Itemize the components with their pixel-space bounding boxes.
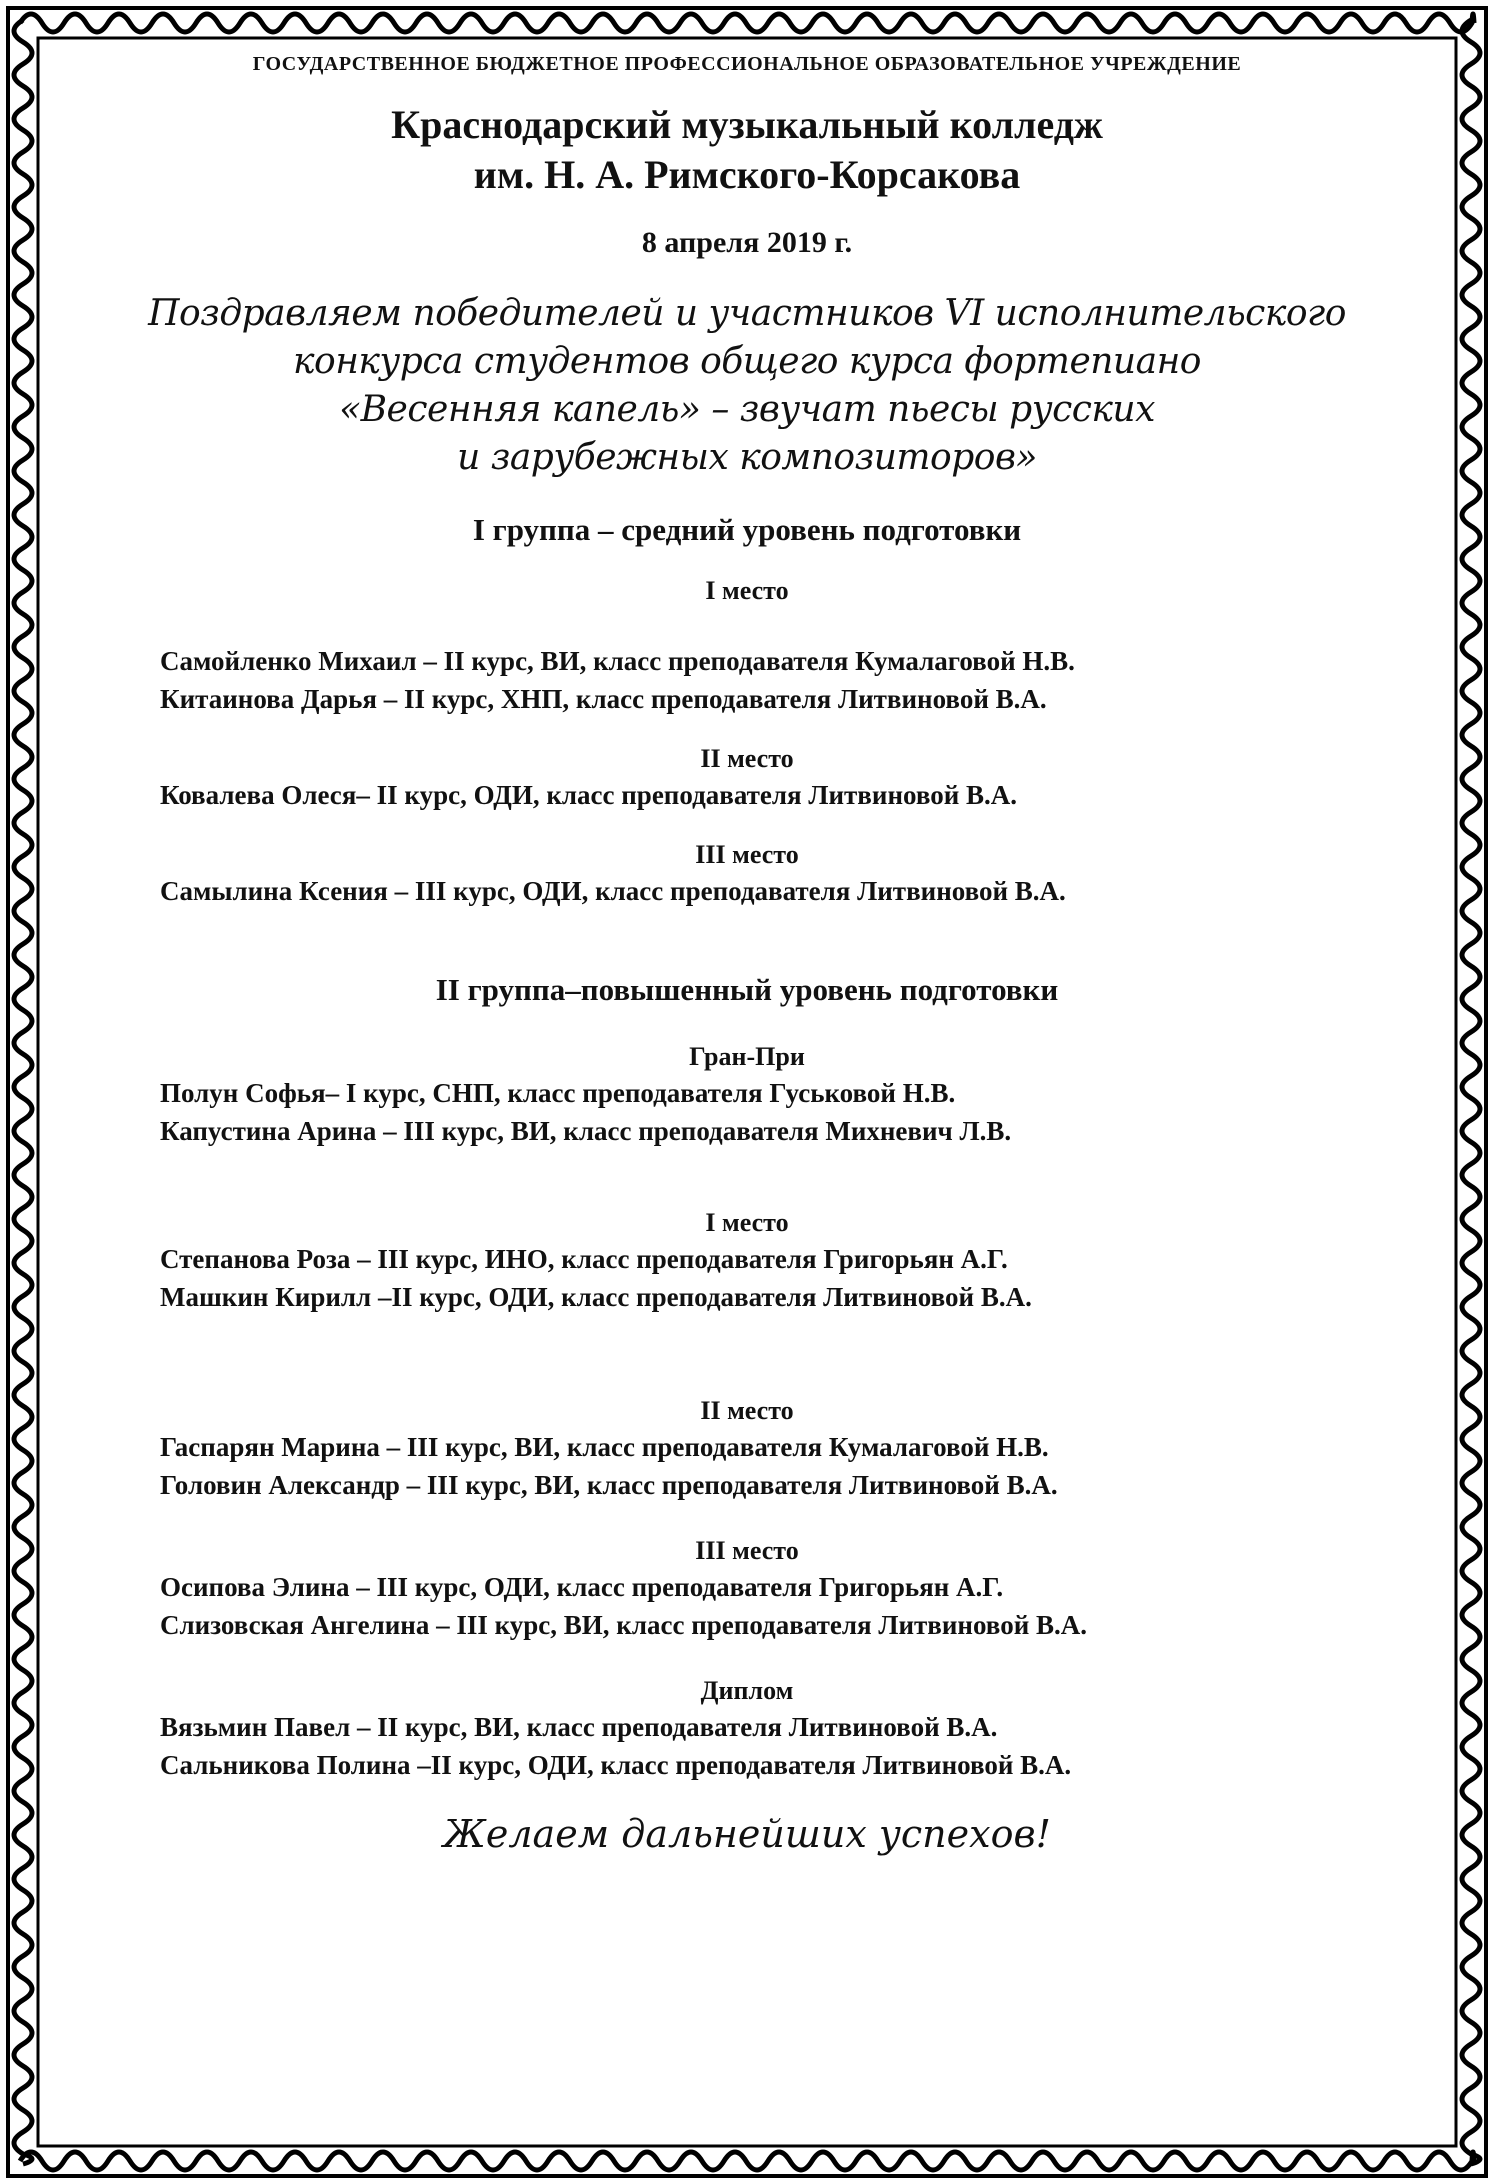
winner-entry: Сальникова Полина –II курс, ОДИ, класс преподавателя Литвиновой В.А. xyxy=(160,1750,1072,1780)
group2-place2-list xyxy=(100,1428,1394,1504)
group2-diploma-label: Диплом xyxy=(700,1676,794,1705)
group1-place1-label: I место xyxy=(705,576,789,605)
college-name-line1: Краснодарский музыкальный колледж xyxy=(391,102,1103,147)
group2-place2-label: II место xyxy=(700,1396,794,1425)
group2-grandprix-list xyxy=(100,1074,1394,1150)
group2-place3-list xyxy=(100,1568,1394,1644)
group2-place1-label: I место xyxy=(705,1208,789,1237)
winner-entry: Полун Софья– I курс, СНП, класс преподавателя Гуськовой Н.В. xyxy=(160,1078,956,1108)
group2-place1-list xyxy=(100,1240,1394,1316)
event-date: 8 апреля 2019 г. xyxy=(641,226,853,259)
winner-entry: Ковалева Олеся– II курс, ОДИ, класс преподавателя Литвиновой В.А. xyxy=(160,780,1018,810)
group1-title: I группа – средний уровень подготовки xyxy=(472,512,1022,547)
group2-grandprix-label: Гран-При xyxy=(689,1042,805,1071)
greeting-line4: и зарубежных композиторов» xyxy=(457,437,1037,478)
group1-place2-label: II место xyxy=(700,744,794,773)
winner-entry: Степанова Роза – III курс, ИНО, класс преподавателя Григорьян А.Г. xyxy=(160,1244,1008,1274)
winner-entry: Самойленко Михаил – II курс, ВИ, класс преподавателя Кумалаговой Н.В. xyxy=(160,646,1075,676)
winner-entry: Головин Александр – III курс, ВИ, класс преподавателя Литвиновой В.А. xyxy=(160,1470,1058,1500)
winner-entry: Китаинова Дарья – II курс, ХНП, класс преподавателя Литвиновой В.А. xyxy=(160,684,1047,714)
winner-entry: Капустина Арина – III курс, ВИ, класс преподавателя Михневич Л.В. xyxy=(160,1116,1012,1146)
greeting-line3: «Весенняя капель» – звучат пьесы русских xyxy=(339,389,1155,430)
group2-title: II группа–повышенный уровень подготовки xyxy=(435,972,1059,1007)
group1-place2-list xyxy=(100,776,1394,814)
group1-place1-list xyxy=(100,642,1394,718)
winner-entry: Гаспарян Марина – III курс, ВИ, класс преподавателя Кумалаговой Н.В. xyxy=(160,1432,1049,1462)
group2-diploma-list xyxy=(100,1708,1394,1784)
certificate-content xyxy=(100,45,1394,1856)
group1-place3-list xyxy=(100,872,1394,910)
group1-place3-label: III место xyxy=(695,840,799,869)
winner-entry: Машкин Кирилл –II курс, ОДИ, класс преподавателя Литвиновой В.А. xyxy=(160,1282,1032,1312)
greeting-line1: Поздравляем победителей и участников VI исполнительского xyxy=(148,293,1346,334)
greeting xyxy=(100,290,1394,482)
college-name xyxy=(100,100,1394,200)
group2-place3-label: III место xyxy=(695,1536,799,1565)
organization-type: ГОСУДАРСТВЕННОЕ БЮДЖЕТНОЕ ПРОФЕССИОНАЛЬНОЕ ОБРАЗОВАТЕЛЬНОЕ УЧРЕЖДЕНИЕ xyxy=(252,53,1242,75)
greeting-line2: конкурса студентов общего курса фортепиано xyxy=(293,341,1201,382)
college-name-line2: им. Н. А. Римского-Корсакова xyxy=(473,152,1021,197)
winner-entry: Вязьмин Павел – II курс, ВИ, класс преподавателя Литвиновой В.А. xyxy=(160,1712,998,1742)
winner-entry: Самылина Ксения – III курс, ОДИ, класс преподавателя Литвиновой В.А. xyxy=(160,876,1066,906)
winner-entry: Слизовская Ангелина – III курс, ВИ, класс преподавателя Литвиновой В.А. xyxy=(160,1610,1088,1640)
winner-entry: Осипова Элина – III курс, ОДИ, класс преподавателя Григорьян А.Г. xyxy=(160,1572,1004,1602)
closing-wish: Желаем дальнейших успехов! xyxy=(443,1812,1051,1856)
